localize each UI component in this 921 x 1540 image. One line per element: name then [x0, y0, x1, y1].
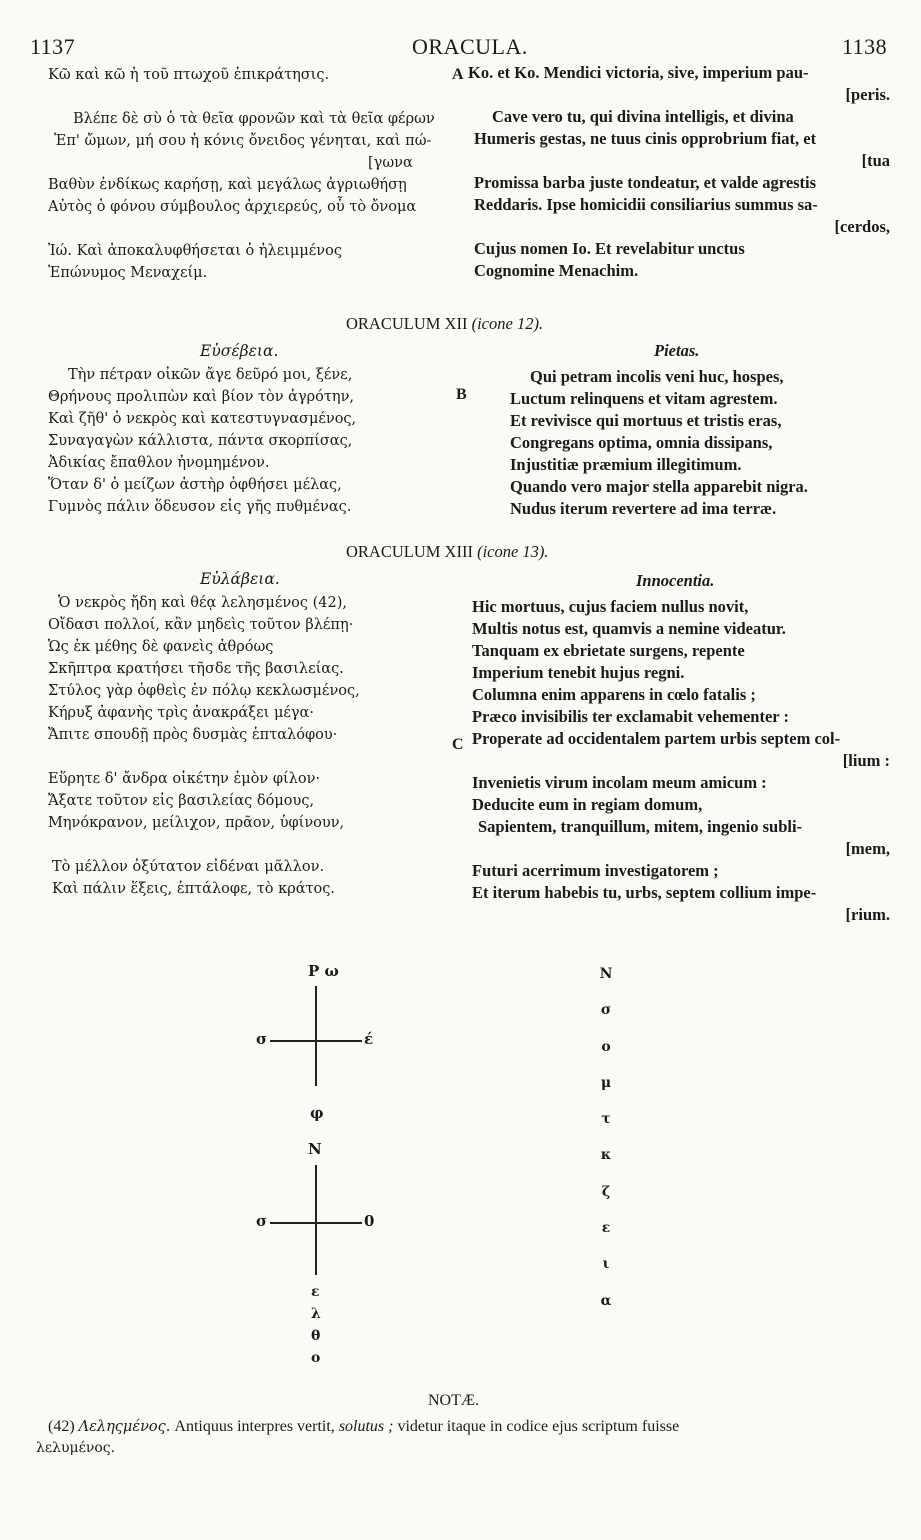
- greek-line: Μηνόκρανον, μείλιχον, πρᾶον, ὑφίνουν,: [48, 815, 345, 831]
- greek-line: Οἴδασι πολλοί, κἂν μηδεὶς τοῦτον βλέπῃ·: [48, 617, 354, 633]
- page-number-right: 1138: [842, 34, 888, 59]
- vertical-letter: ζ: [601, 1183, 611, 1200]
- oracle-13-latin-column: [472, 596, 890, 926]
- cross-2-left-letter: σ: [256, 1212, 268, 1230]
- greek-line: [48, 86, 435, 108]
- latin-line: Deducite eum in regiam domum,: [472, 795, 703, 814]
- latin-line: Properate ad occidentalem partem urbis septem col-: [472, 729, 841, 748]
- oracle-12-icone: (icone 12).: [471, 314, 544, 333]
- oracle-12-title: ORACULUM XII: [346, 314, 468, 333]
- footnote-text: Antiquus interpres vertit,: [174, 1418, 335, 1435]
- greek-line: Ἀδικίας ἔπαθλον ἠνομημένον.: [48, 455, 270, 471]
- greek-line: [48, 834, 360, 856]
- oracle-12-latin-heading: Pietas.: [654, 341, 700, 360]
- margin-marker-b: B: [456, 386, 467, 403]
- latin-line: Quando vero major stella apparebit nigra.: [510, 477, 808, 496]
- greek-line: Αὐτὸς ὁ φόνου σύμβουλος ἀρχιερεύς, οὗ τὸ ὄνομα: [48, 199, 417, 215]
- cross-1-top-letter: Ρ ω: [308, 962, 339, 980]
- greek-line: Καὶ ζῆθ' ὁ νεκρὸς καὶ κατεστυγνασμένος,: [48, 411, 357, 427]
- cross-2-bottom-letter: ο: [311, 1350, 321, 1366]
- greek-line: Ἰώ. Καὶ ἀποκαλυφθήσεται ὁ ἠλειμμένος: [48, 243, 342, 259]
- oracle-13-title: ORACULUM XIII: [346, 542, 473, 561]
- greek-line: Στύλος γὰρ ὀφθεὶς ἐν πόλῳ κεκλωσμένος,: [48, 683, 360, 699]
- latin-line: Congregans optima, omnia dissipans,: [510, 433, 773, 452]
- cross-2-bottom-letter: ε: [311, 1284, 320, 1300]
- footnote-term: Λεληςμένος.: [78, 1419, 171, 1435]
- greek-line: Κήρυξ ἀφανὴς τρὶς ἀνακράξει μέγα·: [48, 705, 314, 721]
- latin-line: Luctum relinquens et vitam agrestem.: [510, 389, 778, 408]
- latin-line: Et iterum habebis tu, urbs, septem collium impe-: [472, 883, 817, 902]
- latin-line: [peris.: [845, 85, 890, 104]
- greek-line: Ἄπιτε σπουδῇ πρὸς δυσμὰς ἑπταλόφου·: [48, 727, 338, 743]
- latin-line: Tanquam ex ebrietate surgens, repente: [472, 641, 745, 660]
- latin-line: Multis notus est, quamvis a nemine videatur.: [472, 619, 786, 638]
- oracle-12-heading: [346, 314, 543, 334]
- footnote-solutus: solutus ;: [338, 1418, 394, 1435]
- oracle-13-heading: [346, 542, 549, 562]
- latin-line: Reddaris. Ipse homicidii consiliarius summus sa-: [474, 195, 818, 214]
- oracle-12-greek-column: [48, 364, 356, 518]
- latin-line: Cognomine Menachim.: [474, 261, 639, 280]
- oracle-13-icone: (icone 13).: [477, 542, 549, 561]
- greek-line: Βλέπε δὲ σὺ ὁ τὰ θεῖα φρονῶν καὶ τὰ θεῖα φέρων: [73, 111, 435, 127]
- latin-line: Humeris gestas, ne tuus cinis opprobrium fiat, et: [474, 129, 817, 148]
- oracle-12-greek-heading: Εὐσέβεια.: [200, 342, 279, 360]
- footnote-text-continued: videtur itaque in codice ejus scriptum fuisse: [397, 1418, 680, 1435]
- margin-marker-c: C: [452, 736, 464, 753]
- vertical-letter: μ: [600, 1074, 612, 1091]
- cross-2-horizontal-bar: [270, 1222, 362, 1224]
- greek-line: Τὴν πέτραν οἰκῶν ἄγε δεῦρό μοι, ξένε,: [68, 367, 353, 383]
- vertical-letter: σ: [600, 1002, 612, 1019]
- greek-line: Τὸ μέλλον ὀξύτατον εἰδέναι μᾶλλον.: [52, 859, 325, 875]
- greek-line: Ἄξατε τοῦτον εἰς βασιλείας δόμους,: [48, 793, 315, 809]
- vertical-letter: κ: [600, 1147, 612, 1164]
- greek-line: Ὡς ἐκ μέθης δὲ φανεὶς ἀθρόως: [48, 639, 274, 655]
- greek-line: Ὅταν δ' ὁ μείζων ἀστὴρ ὀφθήσει μέλας,: [48, 477, 342, 493]
- vertical-letter-column: [596, 966, 616, 1329]
- vertical-letter: ο: [601, 1038, 611, 1055]
- oracle-12-latin-column: [510, 366, 808, 520]
- greek-line: Σκῆπτρα κρατήσει τῆσδε τῆς βασιλείας.: [48, 661, 344, 677]
- latin-line: Futuri acerrimum investigatorem ;: [472, 861, 719, 880]
- latin-line: Promissa barba juste tondeatur, et valde agrestis: [474, 173, 817, 192]
- greek-line: Ἐπ' ὤμων, μή σου ἡ κόνις ὄνειδος γένηται, καὶ πώ-: [54, 133, 432, 149]
- latin-line: Columna enim apparens in cœlo fatalis ;: [472, 685, 756, 704]
- latin-line: [tua: [861, 151, 890, 170]
- greek-line: Γυμνὸς πάλιν ὅδευσον εἰς γῆς πυθμένας.: [48, 499, 352, 515]
- latin-line: [cerdos,: [834, 217, 890, 236]
- greek-line: Βαθὺν ἐνδίκως καρήσῃ, καὶ μεγάλως ἀγριωθήσῃ: [48, 177, 407, 193]
- greek-line: [48, 218, 435, 240]
- oracle-13-greek-column: [48, 592, 360, 900]
- cross-2-top-letter: Ν: [308, 1140, 322, 1158]
- footnote-42: [48, 1418, 679, 1436]
- latin-line: Imperium tenebit hujus regni.: [472, 663, 685, 682]
- footnote-line-2: λελυμένος.: [36, 1440, 116, 1456]
- latin-line: Sapientem, tranquillum, mitem, ingenio subli-: [478, 817, 803, 836]
- cross-2-right-letter: 0: [364, 1212, 375, 1230]
- greek-line: Καὶ πάλιν ἕξεις, ἑπτάλοφε, τὸ κράτος.: [52, 881, 335, 897]
- section1-greek-column: [48, 64, 435, 284]
- cross-2-bottom-letter: θ: [311, 1328, 321, 1344]
- oracle-13-greek-heading: Εὐλάβεια.: [200, 570, 280, 588]
- latin-line: Nudus iterum revertere ad ima terræ.: [510, 499, 777, 518]
- footnote-number: (42): [48, 1418, 75, 1435]
- vertical-letter: τ: [601, 1111, 611, 1128]
- cross-1-horizontal-bar: [270, 1040, 362, 1042]
- vertical-letter: ι: [602, 1256, 610, 1273]
- latin-line: Et revivisce qui mortuus et tristis eras,: [510, 411, 782, 430]
- margin-marker-a: A: [452, 66, 464, 83]
- greek-line: Θρήνους προλιπὼν καὶ βίον τὸν ἀγρότην,: [48, 389, 355, 405]
- cross-1-right-letter: έ: [364, 1030, 374, 1048]
- latin-line: [rium.: [845, 905, 890, 924]
- latin-line: [mem,: [845, 839, 890, 858]
- greek-line: [γωνα: [368, 155, 413, 171]
- running-title: ORACULA.: [412, 34, 528, 59]
- vertical-letter: ε: [601, 1220, 611, 1237]
- vertical-letter: α: [600, 1292, 612, 1309]
- latin-line: Cave vero tu, qui divina intelligis, et divina: [492, 107, 794, 126]
- greek-line: Κῶ καὶ κῶ ἡ τοῦ πτωχοῦ ἐπικράτησις.: [48, 67, 330, 83]
- section1-latin-column: [468, 62, 890, 282]
- cross-1-left-letter: σ: [256, 1030, 268, 1048]
- latin-line: Præco invisibilis ter exclamabit vehementer :: [472, 707, 789, 726]
- greek-line: [48, 746, 360, 768]
- latin-line: [lium :: [842, 751, 890, 770]
- greek-line: Εὕρητε δ' ἄνδρα οἰκέτην ἐμὸν φίλον·: [48, 771, 321, 787]
- oracle-13-latin-heading: Innocentia.: [636, 571, 715, 590]
- vertical-letter: Ν: [599, 966, 613, 982]
- latin-line: Ko. et Ko. Mendici victoria, sive, imperium pau-: [468, 63, 809, 82]
- latin-line: Cujus nomen Io. Et revelabitur unctus: [474, 239, 745, 258]
- latin-line: Injustitiæ præmium illegitimum.: [510, 455, 742, 474]
- cross-2-bottom-letter: λ: [311, 1306, 321, 1322]
- greek-line: Ἐπώνυμος Μεναχείμ.: [48, 265, 208, 281]
- latin-line: Qui petram incolis veni huc, hospes,: [530, 367, 784, 386]
- notes-title: NOTÆ.: [428, 1392, 480, 1409]
- latin-line: Invenietis virum incolam meum amicum :: [472, 773, 767, 792]
- cross-1-bottom-letter: φ: [310, 1104, 324, 1122]
- greek-line: Συναγαγὼν κάλλιστα, πάντα σκορπίσας,: [48, 433, 353, 449]
- greek-line: Ὁ νεκρὸς ἤδη καὶ θέᾳ λελησμένος (42),: [58, 595, 348, 611]
- latin-line: Hic mortuus, cujus faciem nullus novit,: [472, 597, 749, 616]
- cross-1-vertical-bar: [315, 986, 317, 1086]
- page-number-left: 1137: [30, 34, 76, 59]
- cross-2-vertical-bar: [315, 1165, 317, 1275]
